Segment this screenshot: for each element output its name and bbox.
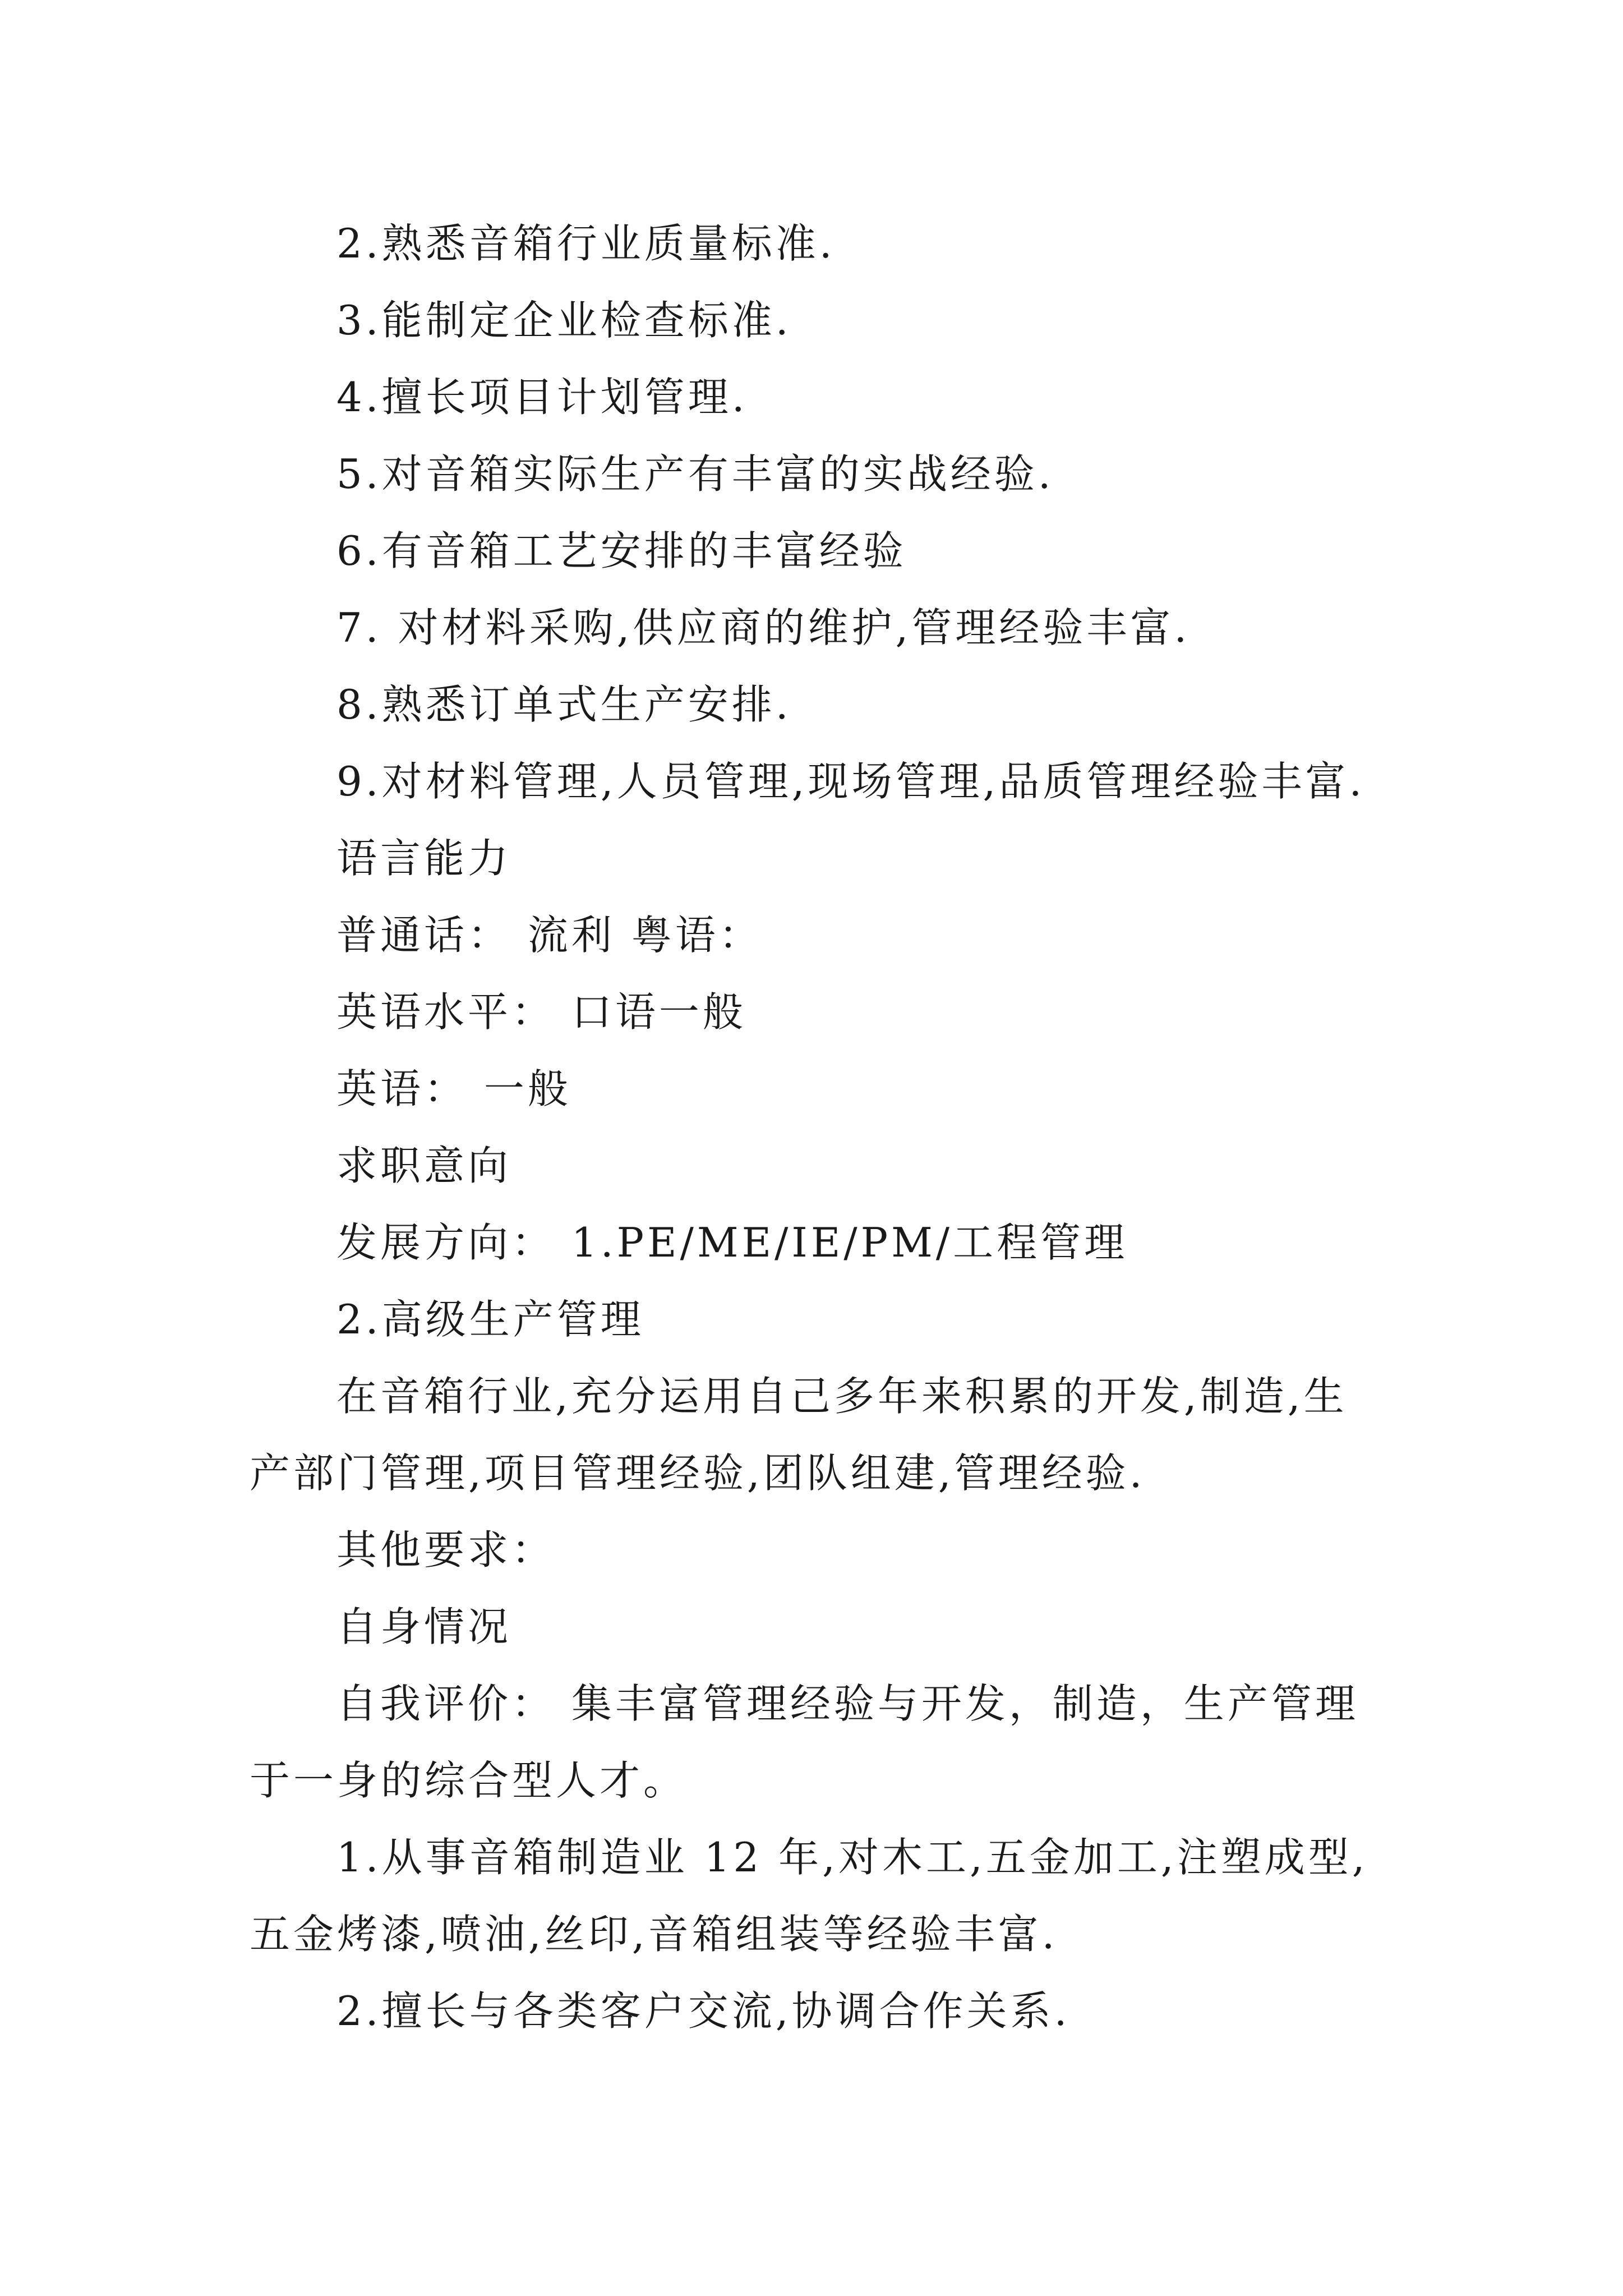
experience-paragraph: 1.从事音箱制造业 12 年,对木工,五金加工,注塑成型,五金烤漆,喷油,丝印,音箱组装等经验丰富. <box>250 1834 1368 1958</box>
list-item: 3.能制定企业检查标准. <box>336 297 792 344</box>
list-item: 7. 对材料采购,供应商的维护,管理经验丰富. <box>336 604 1191 651</box>
other-requirements-line: 其他要求： <box>336 1526 556 1573</box>
list-item: 5.对音箱实际生产有丰富的实战经验. <box>336 450 1054 498</box>
list-item: 2.熟悉音箱行业质量标准. <box>336 220 836 267</box>
development-direction-line: 发展方向： 1.PE/ME/IE/PM/工程管理 <box>336 1219 1128 1266</box>
career-paragraph: 在音箱行业,充分运用自己多年来积累的开发,制造,生产部门管理,项目管理经验,团队组建,管理经验. <box>250 1373 1348 1497</box>
mandarin-cantonese-line: 普通话： 流利 粤语： <box>336 912 763 959</box>
list-item: 9.对材料管理,人员管理,现场管理,品质管理经验丰富. <box>336 758 1366 805</box>
document-body <box>250 205 1388 2050</box>
list-item: 6.有音箱工艺安排的丰富经验 <box>336 527 907 574</box>
list-item: 8.熟悉订单式生产安排. <box>336 681 792 728</box>
english-level-line: 英语水平： 口语一般 <box>336 988 746 1036</box>
communication-line: 2.擅长与各类客户交流,协调合作关系. <box>336 1987 1071 2035</box>
section-heading-job-intention: 求职意向 <box>336 1142 512 1189</box>
section-heading-language: 语言能力 <box>336 835 512 882</box>
list-item: 2.高级生产管理 <box>336 1296 644 1343</box>
section-heading-self: 自身情况 <box>336 1603 512 1650</box>
self-evaluation-paragraph: 自我评价： 集丰富管理经验与开发，制造，生产管理于一身的综合型人才。 <box>250 1680 1359 1804</box>
list-item: 4.擅长项目计划管理. <box>336 374 748 421</box>
english-line: 英语： 一般 <box>336 1065 571 1112</box>
